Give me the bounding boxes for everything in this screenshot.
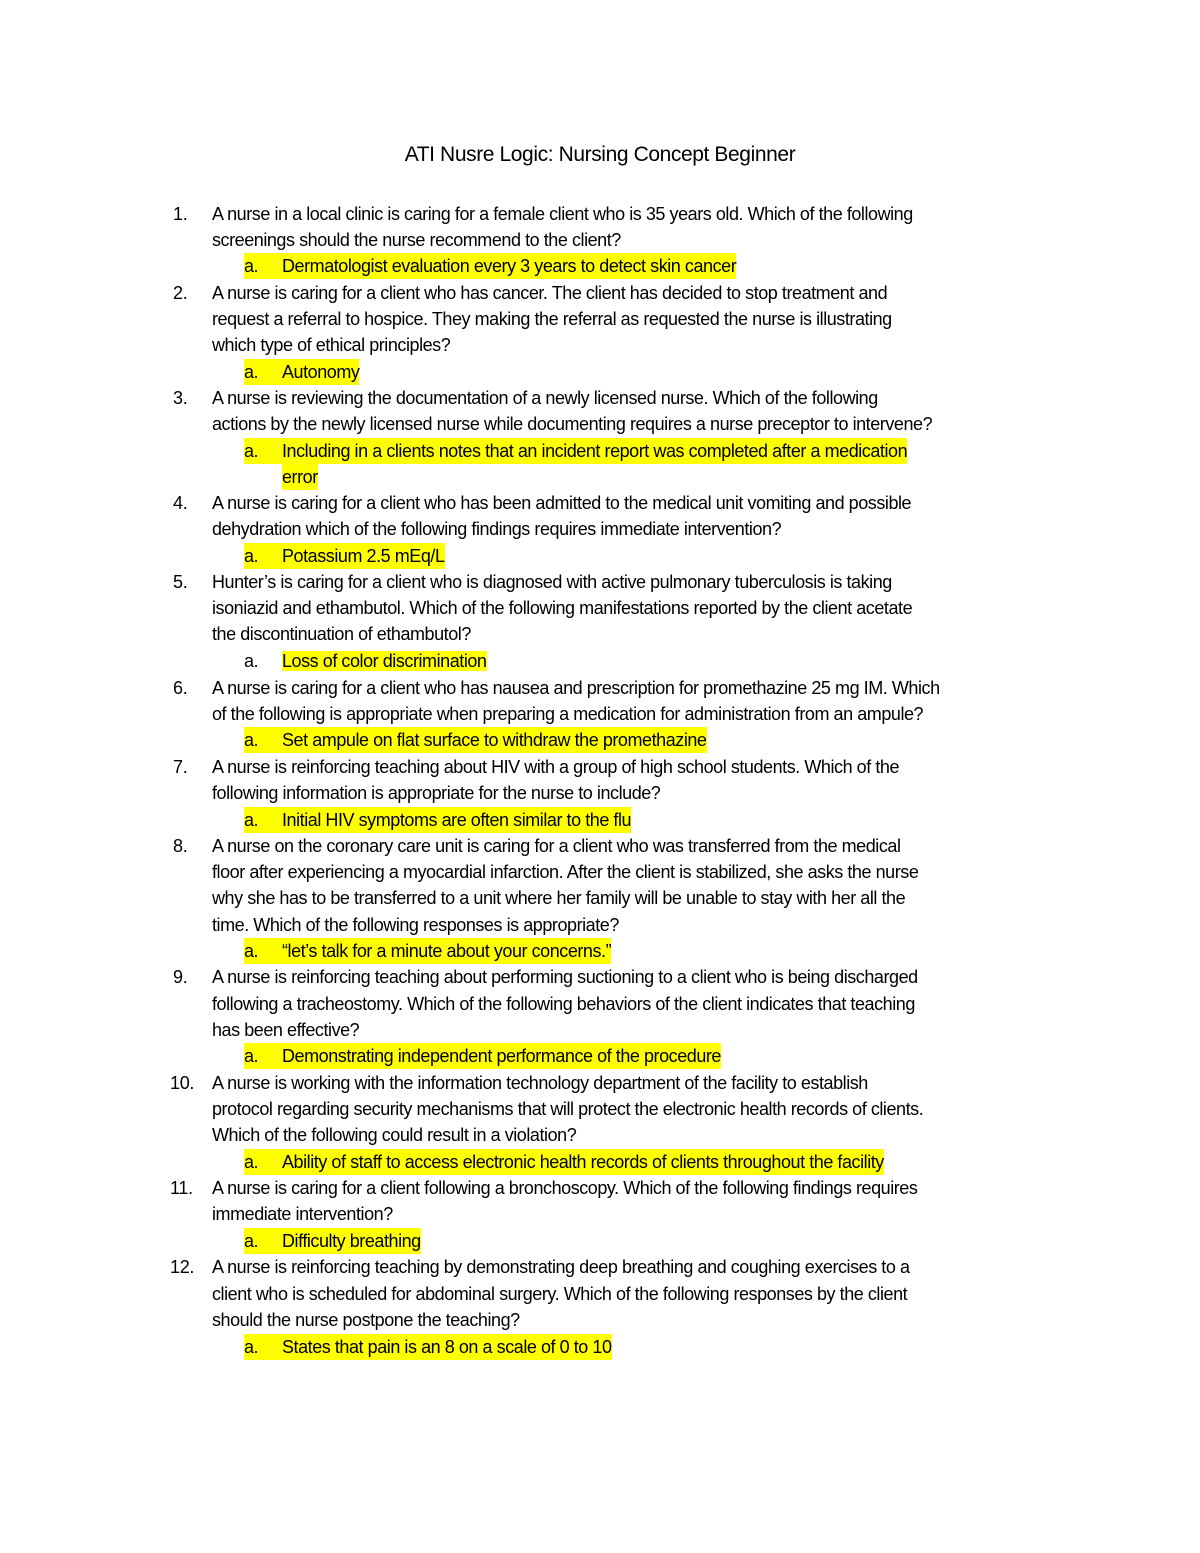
- highlighted-answer: [244, 253, 736, 279]
- highlighted-answer: [244, 1334, 612, 1360]
- highlighted-answer: [244, 1043, 721, 1069]
- answer-text: Difficulty breathing: [282, 1231, 421, 1251]
- question-text: screenings should the nurse recommend to the client?: [212, 230, 621, 250]
- question-text: request a referral to hospice. They making the referral as requested the nurse is illustrating: [212, 309, 892, 329]
- highlighted-answer: [244, 938, 611, 964]
- question-number: 8.: [173, 836, 188, 856]
- answer-text: States that pain is an 8 on a scale of 0 to 10: [282, 1337, 612, 1357]
- question-text: floor after experiencing a myocardial infarction. After the client is stabilized, she asks the nurse: [212, 862, 919, 882]
- highlighted-answer: [244, 1228, 421, 1254]
- question-text: A nurse is caring for a client who has cancer. The client has decided to stop treatment and: [212, 283, 888, 303]
- question-number: 9.: [173, 967, 188, 987]
- question-text: A nurse is working with the information technology department of the facility to establish: [212, 1073, 868, 1093]
- question-text: A nurse is reinforcing teaching about performing suctioning to a client who is being discharged: [212, 967, 918, 987]
- answer-letter: a.: [244, 1231, 259, 1251]
- question-text: A nurse is caring for a client who has nausea and prescription for promethazine 25 mg IM. Which: [212, 678, 940, 698]
- question-text: dehydration which of the following findings requires immediate intervention?: [212, 519, 782, 539]
- answer-letter: a.: [244, 362, 259, 382]
- answer-text-continued: error: [282, 464, 318, 490]
- answer-letter: a.: [244, 441, 259, 461]
- question-text: client who is scheduled for abdominal surgery. Which of the following responses by the client: [212, 1284, 908, 1304]
- question-text: Hunter’s is caring for a client who is diagnosed with active pulmonary tuberculosis is taking: [212, 572, 892, 592]
- answer-letter: a.: [244, 546, 259, 566]
- question-text: A nurse is reinforcing teaching by demonstrating deep breathing and coughing exercises to a: [212, 1257, 910, 1277]
- highlighted-answer: [244, 807, 631, 833]
- answer: [244, 648, 487, 674]
- question-number: 1.: [173, 204, 188, 224]
- answer-letter: a.: [244, 941, 259, 961]
- question-text: isoniazid and ethambutol. Which of the following manifestations reported by the client acetate: [212, 598, 913, 618]
- highlighted-answer: [244, 727, 707, 753]
- answer-text: Autonomy: [282, 362, 360, 382]
- question-text: of the following is appropriate when preparing a medication for administration from an ampule?: [212, 704, 924, 724]
- answer-letter: a.: [244, 810, 259, 830]
- question-number: 2.: [173, 283, 188, 303]
- question-text: time. Which of the following responses is appropriate?: [212, 915, 619, 935]
- question-text: Which of the following could result in a violation?: [212, 1125, 577, 1145]
- question-text: has been effective?: [212, 1020, 360, 1040]
- question-number: 11.: [170, 1178, 193, 1198]
- answer-text: Including in a clients notes that an incident report was completed after a medication: [282, 441, 908, 461]
- highlighted-answer: [244, 359, 359, 385]
- answer-text: Potassium 2.5 mEq/L: [282, 546, 445, 566]
- answer-text: Ability of staff to access electronic health records of clients throughout the facility: [282, 1152, 884, 1172]
- question-text: the discontinuation of ethambutol?: [212, 624, 471, 644]
- answer-text: Loss of color discrimination: [282, 651, 487, 671]
- highlighted-answer: [244, 543, 445, 569]
- highlighted-answer: [244, 1149, 884, 1175]
- question-text: immediate intervention?: [212, 1204, 393, 1224]
- question-text: should the nurse postpone the teaching?: [212, 1310, 520, 1330]
- answer-letter: a.: [244, 256, 259, 276]
- question-number: 7.: [173, 757, 188, 777]
- question-text: A nurse on the coronary care unit is caring for a client who was transferred from the medical: [212, 836, 901, 856]
- question-number: 5.: [173, 572, 188, 592]
- question-text: A nurse is caring for a client who has been admitted to the medical unit vomiting and possible: [212, 493, 912, 513]
- question-text: actions by the newly licensed nurse while documenting requires a nurse preceptor to intervene?: [212, 414, 933, 434]
- answer-text: “let’s talk for a minute about your concerns.”: [282, 941, 612, 961]
- question-number: 6.: [173, 678, 188, 698]
- highlighted-answer: [244, 438, 907, 464]
- question-text: protocol regarding security mechanisms that will protect the electronic health records of clients.: [212, 1099, 924, 1119]
- page-title: ATI Nusre Logic: Nursing Concept Beginner: [404, 143, 796, 166]
- question-text: why she has to be transferred to a unit where her family will be unable to stay with her all the: [212, 888, 906, 908]
- question-text: A nurse is caring for a client following a bronchoscopy. Which of the following findings requires: [212, 1178, 918, 1198]
- answer-letter: a.: [244, 730, 259, 750]
- answer-letter: a.: [244, 1152, 259, 1172]
- answer-text: Dermatologist evaluation every 3 years to detect skin cancer: [282, 256, 737, 276]
- answer-letter: a.: [244, 1337, 259, 1357]
- answer-text: Set ampule on flat surface to withdraw the promethazine: [282, 730, 707, 750]
- question-text: following information is appropriate for the nurse to include?: [212, 783, 661, 803]
- answer-text: Demonstrating independent performance of the procedure: [282, 1046, 721, 1066]
- question-number: 3.: [173, 388, 188, 408]
- question-text: A nurse is reinforcing teaching about HIV with a group of high school students. Which of the: [212, 757, 900, 777]
- answer-letter: a.: [244, 1046, 259, 1066]
- question-number: 4.: [173, 493, 188, 513]
- question-text: which type of ethical principles?: [212, 335, 451, 355]
- answer-letter: a.: [244, 651, 259, 671]
- question-number: 10.: [170, 1073, 195, 1093]
- question-number: 12.: [170, 1257, 195, 1277]
- question-text: A nurse in a local clinic is caring for a female client who is 35 years old. Which of the following: [212, 204, 913, 224]
- answer-text: Initial HIV symptoms are often similar to the flu: [282, 810, 632, 830]
- question-text: A nurse is reviewing the documentation of a newly licensed nurse. Which of the following: [212, 388, 878, 408]
- question-text: following a tracheostomy. Which of the following behaviors of the client indicates that teaching: [212, 994, 915, 1014]
